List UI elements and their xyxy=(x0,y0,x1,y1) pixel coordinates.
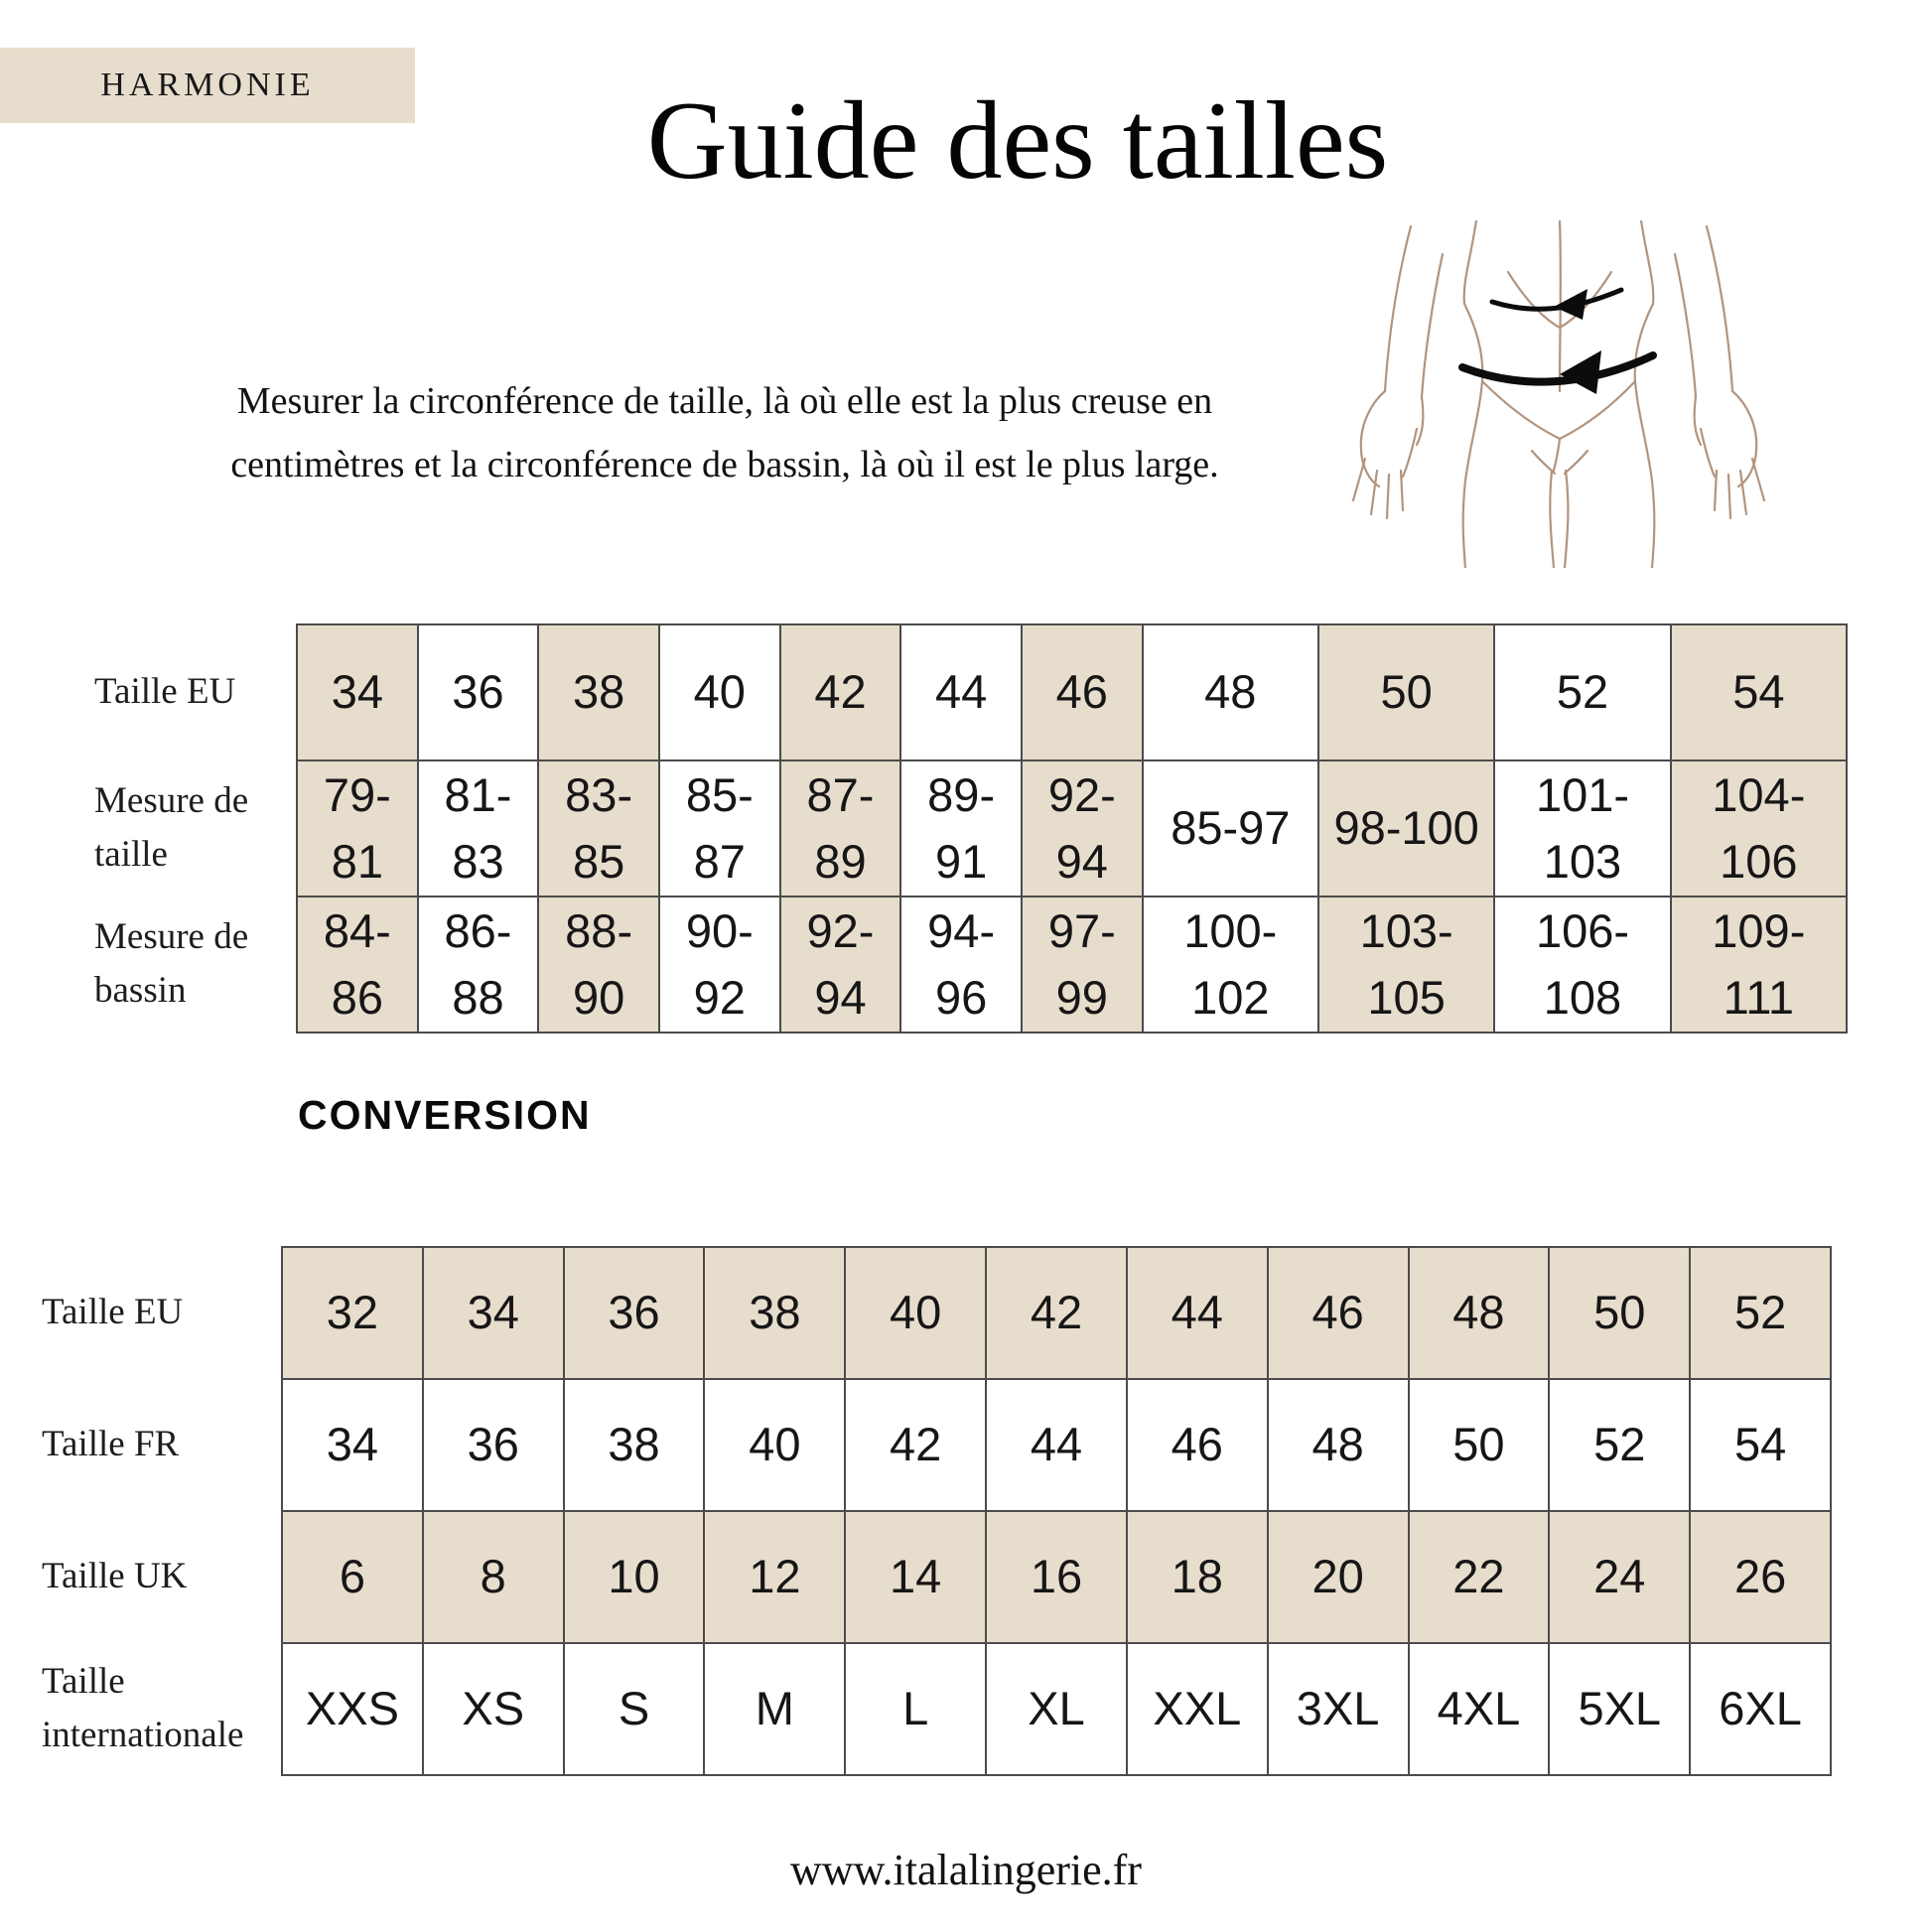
instructions-line-1: Mesurer la circonférence de taille, là où elle est la plus creuse en xyxy=(236,380,1213,422)
table-cell: 46 xyxy=(1269,1248,1410,1380)
table-cell: 32 xyxy=(283,1248,424,1380)
table-cell: XXS xyxy=(283,1644,424,1776)
table-cell: 6 xyxy=(283,1512,424,1644)
table-cell: 3XL xyxy=(1269,1644,1410,1776)
table-cell: 38 xyxy=(705,1248,846,1380)
table-cell: 89-91 xyxy=(901,761,1023,897)
table-cell: 50 xyxy=(1550,1248,1691,1380)
table-cell: 36 xyxy=(424,1380,565,1512)
body-measurement-illustration xyxy=(1325,220,1792,568)
table-cell: 94-96 xyxy=(901,897,1023,1034)
table-cell: 42 xyxy=(781,625,902,761)
table-cell: 50 xyxy=(1410,1380,1551,1512)
table-cell: L xyxy=(846,1644,987,1776)
brand-name: HARMONIE xyxy=(100,67,315,103)
conversion-heading: CONVERSION xyxy=(298,1092,592,1138)
table-cell: 54 xyxy=(1672,625,1848,761)
table-cell: 50 xyxy=(1319,625,1495,761)
row-label: Taille FR xyxy=(42,1423,180,1464)
table-cell: 104-106 xyxy=(1672,761,1848,897)
table-cell: 48 xyxy=(1410,1248,1551,1380)
table-cell: 24 xyxy=(1550,1512,1691,1644)
table-cell: 54 xyxy=(1691,1380,1832,1512)
table-cell: 83-85 xyxy=(539,761,660,897)
conversion-table-labels xyxy=(42,1246,278,1774)
table-cell: 101-103 xyxy=(1495,761,1671,897)
table-cell: 38 xyxy=(565,1380,706,1512)
table-cell: 40 xyxy=(846,1248,987,1380)
table-cell: 106-108 xyxy=(1495,897,1671,1034)
row-label: Taille UK xyxy=(42,1555,188,1596)
table-cell: 85-87 xyxy=(660,761,781,897)
table-cell: 86-88 xyxy=(419,897,540,1034)
table-cell: 48 xyxy=(1269,1380,1410,1512)
row-label: Taille EU xyxy=(94,670,236,712)
table-cell: 98-100 xyxy=(1319,761,1495,897)
table-cell: 44 xyxy=(987,1380,1128,1512)
table-cell: 79-81 xyxy=(298,761,419,897)
measure-instructions xyxy=(139,369,1311,496)
table-cell: 40 xyxy=(660,625,781,761)
hip-arrow xyxy=(1462,350,1653,394)
table-cell: 42 xyxy=(846,1380,987,1512)
table-cell: 52 xyxy=(1550,1380,1691,1512)
row-label: Mesure de bassin xyxy=(94,915,249,1011)
table-cell: 14 xyxy=(846,1512,987,1644)
table-cell: 46 xyxy=(1023,625,1144,761)
table-cell: 44 xyxy=(1128,1248,1269,1380)
table-cell: 12 xyxy=(705,1512,846,1644)
table-cell: 48 xyxy=(1144,625,1319,761)
size-table xyxy=(296,623,1848,1034)
table-cell: 40 xyxy=(705,1380,846,1512)
website-url: www.italalingerie.fr xyxy=(790,1846,1142,1894)
table-cell: 34 xyxy=(424,1248,565,1380)
row-label: Mesure de taille xyxy=(94,779,249,875)
table-cell: 5XL xyxy=(1550,1644,1691,1776)
table-cell: 85-97 xyxy=(1144,761,1319,897)
table-cell: 97-99 xyxy=(1023,897,1144,1034)
table-cell: 81-83 xyxy=(419,761,540,897)
instructions-line-2: centimètres et la circonférence de bassin, là où il est le plus large. xyxy=(230,444,1219,485)
size-table-labels xyxy=(94,623,291,1032)
table-cell: 38 xyxy=(539,625,660,761)
table-cell: S xyxy=(565,1644,706,1776)
table-cell: 46 xyxy=(1128,1380,1269,1512)
table-cell: 87-89 xyxy=(781,761,902,897)
table-cell: 103-105 xyxy=(1319,897,1495,1034)
table-cell: 34 xyxy=(283,1380,424,1512)
table-cell: 26 xyxy=(1691,1512,1832,1644)
table-cell: 8 xyxy=(424,1512,565,1644)
table-cell: 52 xyxy=(1495,625,1671,761)
waist-arrow xyxy=(1492,289,1621,320)
table-cell: 109-111 xyxy=(1672,897,1848,1034)
table-cell: 52 xyxy=(1691,1248,1832,1380)
table-cell: 20 xyxy=(1269,1512,1410,1644)
table-cell: 16 xyxy=(987,1512,1128,1644)
table-cell: 36 xyxy=(419,625,540,761)
table-cell: 100-102 xyxy=(1144,897,1319,1034)
table-cell: 6XL xyxy=(1691,1644,1832,1776)
table-cell: 4XL xyxy=(1410,1644,1551,1776)
table-cell: 90-92 xyxy=(660,897,781,1034)
table-cell: 34 xyxy=(298,625,419,761)
table-cell: 92-94 xyxy=(781,897,902,1034)
table-cell: M xyxy=(705,1644,846,1776)
conversion-table xyxy=(281,1246,1832,1776)
table-cell: 42 xyxy=(987,1248,1128,1380)
table-cell: 92-94 xyxy=(1023,761,1144,897)
table-cell: 36 xyxy=(565,1248,706,1380)
row-label: Taille internationale xyxy=(42,1660,244,1755)
table-cell: 22 xyxy=(1410,1512,1551,1644)
table-cell: XXL xyxy=(1128,1644,1269,1776)
table-cell: XS xyxy=(424,1644,565,1776)
table-cell: 10 xyxy=(565,1512,706,1644)
page-title: Guide des tailles xyxy=(646,79,1389,203)
table-cell: 44 xyxy=(901,625,1023,761)
table-cell: XL xyxy=(987,1644,1128,1776)
table-cell: 18 xyxy=(1128,1512,1269,1644)
table-cell: 88-90 xyxy=(539,897,660,1034)
table-cell: 84-86 xyxy=(298,897,419,1034)
row-label: Taille EU xyxy=(42,1291,184,1332)
